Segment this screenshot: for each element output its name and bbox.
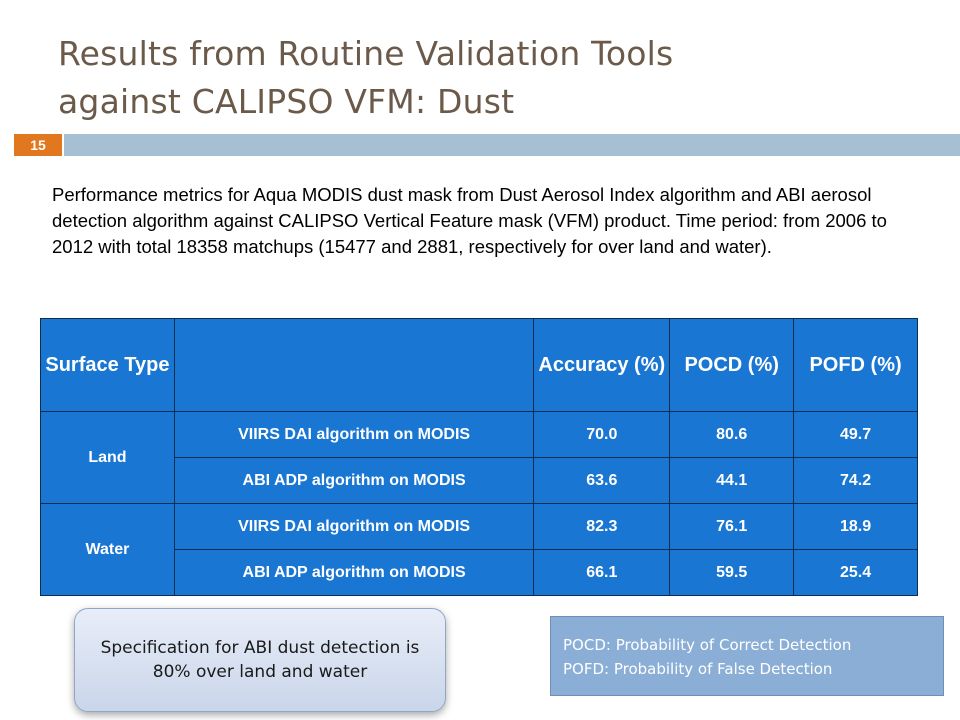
algorithm-cell: VIIRS DAI algorithm on MODIS <box>174 412 533 458</box>
header-algorithm <box>174 319 533 412</box>
accuracy-cell: 82.3 <box>534 504 670 550</box>
algorithm-cell: VIIRS DAI algorithm on MODIS <box>174 504 533 550</box>
surface-cell-land: Land <box>41 412 175 504</box>
table-header-row <box>41 319 918 412</box>
accuracy-cell: 63.6 <box>534 458 670 504</box>
table-row <box>41 412 918 458</box>
header-bar <box>64 134 960 156</box>
slide-title <box>58 30 918 126</box>
algorithm-cell: ABI ADP algorithm on MODIS <box>174 550 533 596</box>
table-row <box>41 504 918 550</box>
title-line-2: against CALIPSO VFM: Dust <box>58 82 515 121</box>
acronym-legend <box>550 616 944 696</box>
pofd-cell: 49.7 <box>794 412 918 458</box>
specification-note <box>74 608 446 712</box>
surface-cell-water: Water <box>41 504 175 596</box>
accuracy-cell: 70.0 <box>534 412 670 458</box>
pofd-cell: 74.2 <box>794 458 918 504</box>
specification-text: Specification for ABI dust detection is 80% over land and water <box>100 638 420 682</box>
header-pofd: POFD (%) <box>794 319 918 412</box>
description-text: Performance metrics for Aqua MODIS dust mask from Dust Aerosol Index algorithm and ABI aerosol detection algorithm against CALIPSO Vertical Feature mask (VFM) product. Time period: from 2006 to 2012 with total 18358 matchups (15477 and 2881, respectively for over land and water). <box>52 184 887 257</box>
pofd-cell: 25.4 <box>794 550 918 596</box>
legend-pocd: POCD: Probability of Correct Detection <box>563 636 852 654</box>
accuracy-cell: 66.1 <box>534 550 670 596</box>
title-line-1: Results from Routine Validation Tools <box>58 34 674 73</box>
metrics-table <box>40 318 918 596</box>
pocd-cell: 76.1 <box>670 504 794 550</box>
algorithm-cell: ABI ADP algorithm on MODIS <box>174 458 533 504</box>
pocd-cell: 44.1 <box>670 458 794 504</box>
legend-pofd: POFD: Probability of False Detection <box>563 660 833 678</box>
pofd-cell: 18.9 <box>794 504 918 550</box>
header-accuracy: Accuracy (%) <box>534 319 670 412</box>
header-pocd: POCD (%) <box>670 319 794 412</box>
slide-number: 15 <box>14 134 62 156</box>
pocd-cell: 80.6 <box>670 412 794 458</box>
header-surface-type: Surface Type <box>41 319 175 412</box>
pocd-cell: 59.5 <box>670 550 794 596</box>
